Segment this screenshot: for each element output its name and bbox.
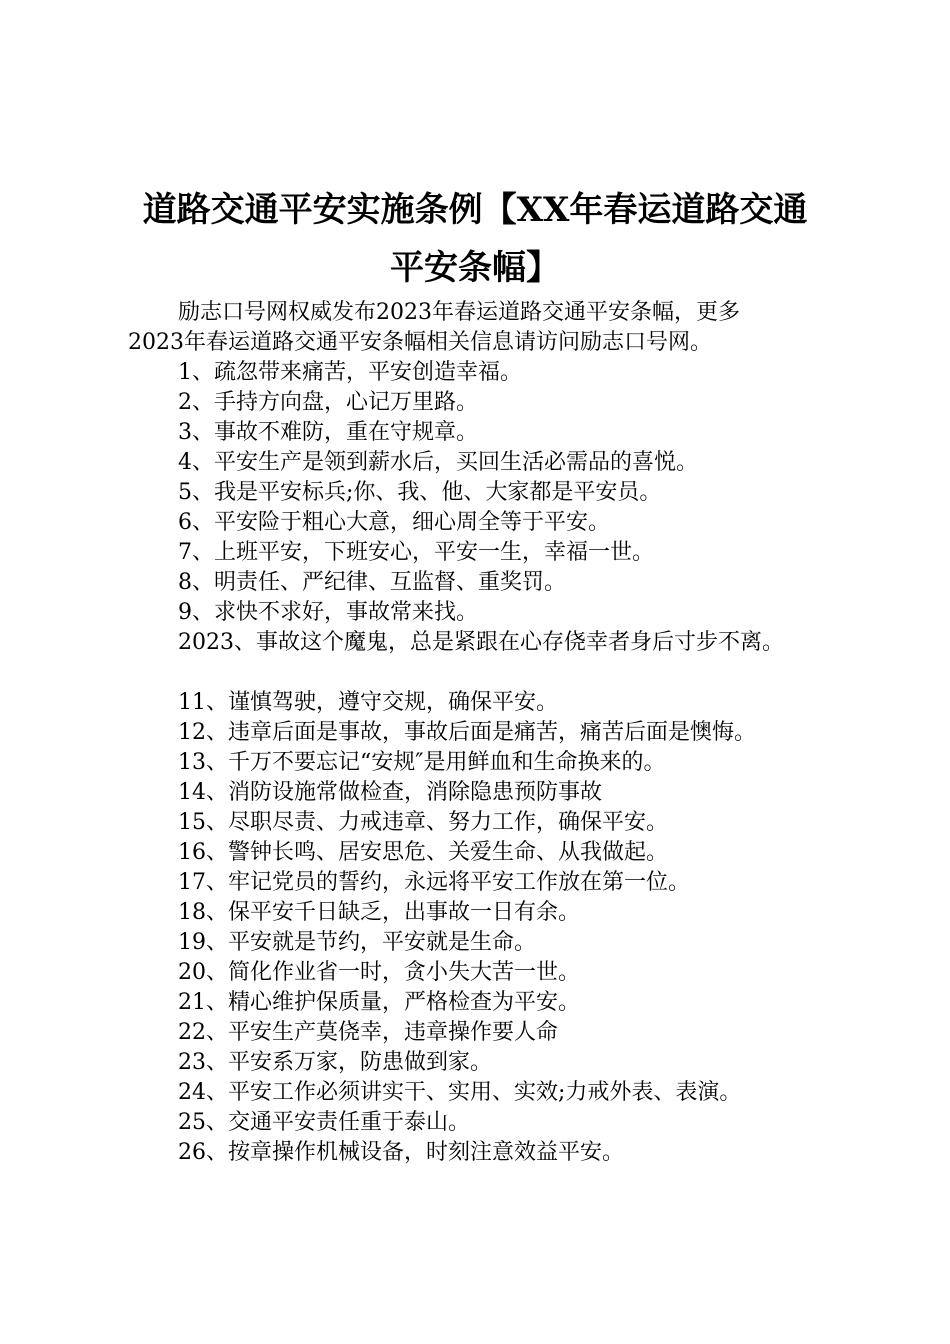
list-item: 21、精心维护保质量，严格检查为平安。 (178, 990, 580, 1015)
list-item: 1、疏忽带来痛苦，平安创造幸福。 (178, 360, 522, 385)
list-item: 5、我是平安标兵;你、我、他、大家都是平安员。 (178, 480, 662, 505)
list-item: 23、平安系万家，防患做到家。 (178, 1050, 492, 1075)
list-item: 26、按章操作机械设备，时刻注意效益平安。 (178, 1140, 624, 1165)
intro-line-2: 2023年春运道路交通平安条幅相关信息请访问励志口号网。 (128, 330, 712, 355)
list-item: 19、平安就是节约，平安就是生命。 (178, 930, 536, 955)
list-item: 24、平安工作必须讲实干、实用、实效;力戒外表、表演。 (178, 1080, 742, 1105)
list-item: 14、消防设施常做检查，消除隐患预防事故 (178, 780, 602, 805)
list-item: 16、警钟长鸣、居安思危、关爱生命、从我做起。 (178, 840, 668, 865)
list-item: 20、简化作业省一时，贪小失大苦一世。 (178, 960, 580, 985)
list-item: 17、牢记党员的誓约，永远将平安工作放在第一位。 (178, 870, 690, 895)
list-item: 3、事故不难防，重在守规章。 (178, 420, 478, 445)
list-item: 4、平安生产是领到薪水后，买回生活必需品的喜悦。 (178, 450, 698, 475)
list-item: 13、千万不要忘记“安规″是用鲜血和生命换来的。 (178, 750, 666, 775)
slogan-list (178, 358, 784, 1168)
list-item: 7、上班平安，下班安心，平安一生，幸福一世。 (178, 540, 654, 565)
list-item: 25、交通平安责任重于泰山。 (178, 1110, 470, 1135)
list-item: 22、平安生产莫侥幸，违章操作要人命 (178, 1020, 558, 1045)
list-item: 2、手持方向盘，心记万里路。 (178, 390, 478, 415)
document-title-line-1: 道路交通平安实施条例【XX年春运道路交通 (142, 190, 808, 230)
list-item: 6、平安险于粗心大意，细心周全等于平安。 (178, 510, 610, 535)
list-item: 18、保平安千日缺乏，出事故一日有余。 (178, 900, 580, 925)
list-item: 15、尽职尽责、力戒违章、努力工作，确保平安。 (178, 810, 668, 835)
list-item: 12、违章后面是事故，事故后面是痛苦，痛苦后面是懊悔。 (178, 720, 756, 745)
document-title-line-2: 平安条幅】 (390, 248, 560, 288)
list-item: 2023、事故这个魔鬼，总是紧跟在心存侥幸者身后寸步不离。 (178, 630, 784, 655)
intro-line-1: 励志口号网权威发布2023年春运道路交通平安条幅，更多 (178, 300, 740, 325)
list-item: 11、谨慎驾驶，遵守交规，确保平安。 (178, 690, 558, 715)
list-item: 8、明责任、严纪律、互监督、重奖罚。 (178, 570, 566, 595)
list-item: 9、求快不求好，事故常来找。 (178, 600, 478, 625)
